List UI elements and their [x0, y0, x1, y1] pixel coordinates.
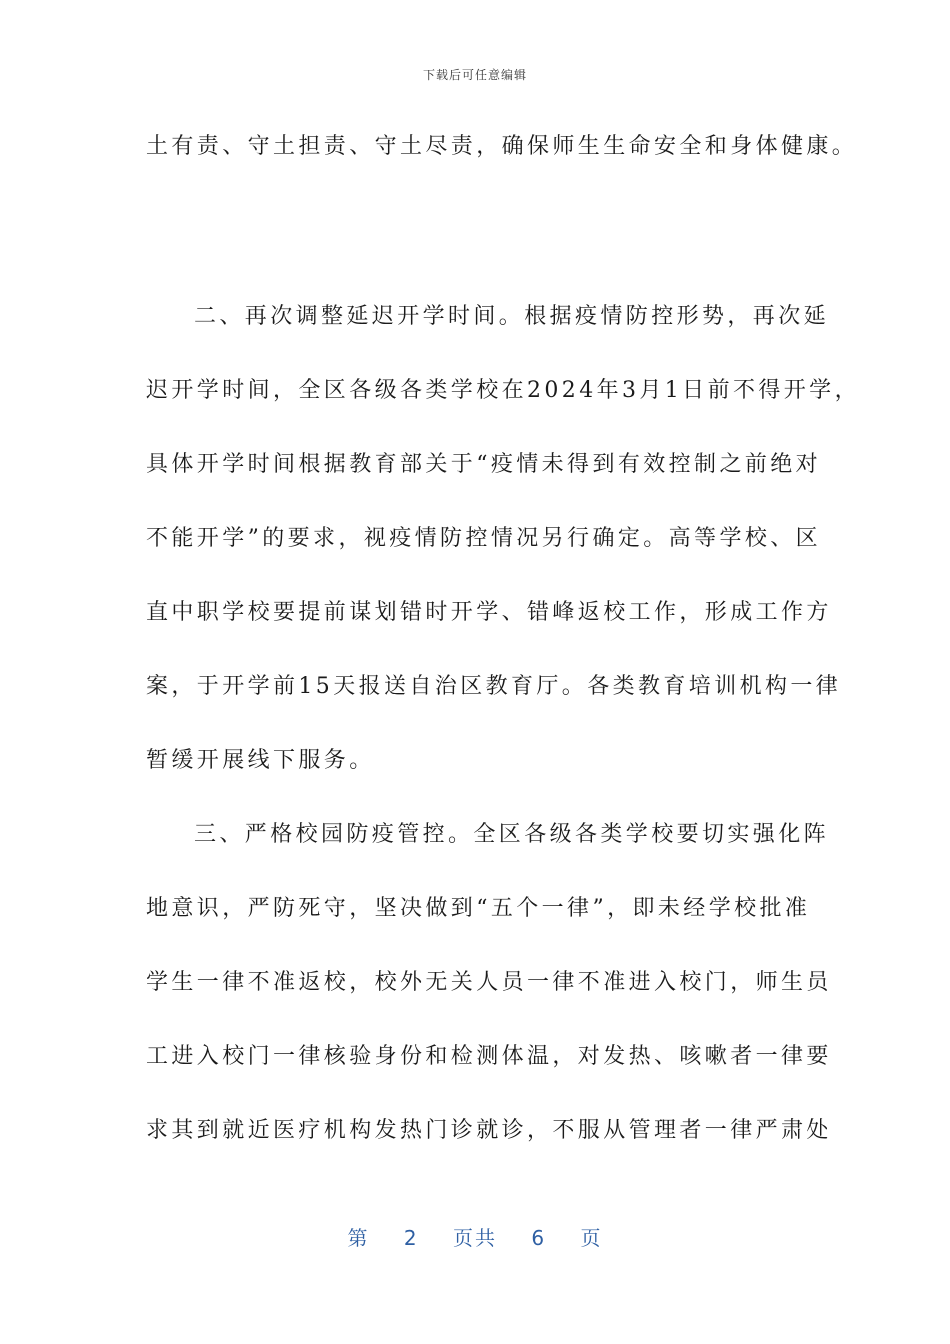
text-line: 地意识，严防死守，坚决做到“五个一律”，即未经学校批准 [146, 896, 811, 921]
text-line: 暂缓开展线下服务。 [146, 748, 375, 773]
current-page-number: 2 [403, 1226, 419, 1250]
text-line: 三、严格校园防疫管控。全区各级各类学校要切实强化阵 [194, 822, 830, 847]
paragraph-gap [146, 200, 806, 296]
total-pages-number: 6 [531, 1226, 547, 1250]
paragraph-section-3 [146, 814, 832, 1184]
text-line: 工进入校门一律核验身份和检测体温，对发热、咳嗽者一律要 [146, 1044, 832, 1069]
page-label-middle: 页共 [453, 1226, 497, 1250]
page-header-note: 下载后可任意编辑 [422, 68, 527, 82]
text-line: 求其到就近医疗机构发热门诊就诊，不服从管理者一律严肃处 [146, 1118, 832, 1143]
paragraph-continuation [146, 126, 858, 200]
document-body [146, 126, 860, 1184]
page-label-suffix: 页 [580, 1226, 603, 1250]
text-line: 学生一律不准返校，校外无关人员一律不准进入校门，师生员 [146, 970, 832, 995]
text-line: 具体开学时间根据教育部关于“疫情未得到有效控制之前绝对 [146, 452, 822, 477]
text-line: 案，于开学前15天报送自治区教育厅。各类教育培训机构一律 [146, 674, 842, 699]
text-line: 直中职学校要提前谋划错时开学、错峰返校工作，形成工作方 [146, 600, 832, 625]
text-line: 二、再次调整延迟开学时间。根据疫情防控形势，再次延 [194, 304, 830, 329]
text-line: 迟开学时间，全区各级各类学校在2024年3月1日前不得开学， [146, 378, 860, 403]
text-line: 不能开学”的要求，视疫情防控情况另行确定。高等学校、区 [146, 526, 822, 551]
page-footer [0, 1222, 950, 1251]
paragraph-section-2 [146, 296, 860, 814]
page-label-prefix: 第 [347, 1226, 370, 1250]
text-line: 土有责、守土担责、守土尽责，确保师生生命安全和身体健康。 [146, 134, 858, 159]
